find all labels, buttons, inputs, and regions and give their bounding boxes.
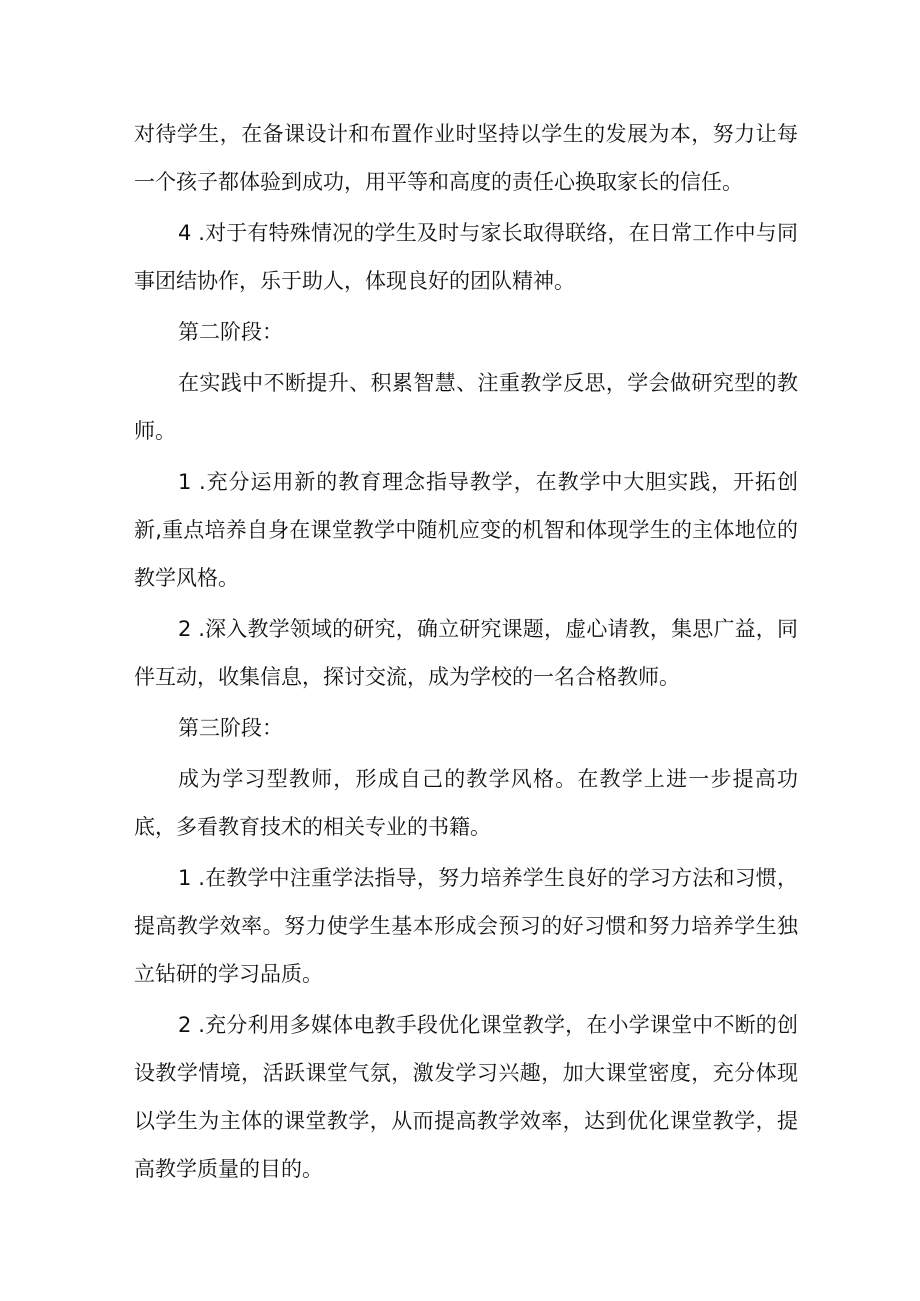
paragraph-stage-2-item-1: 1 .充分运用新的教育理念指导教学，在教学中大胆实践，开拓创新,重点培养自身在课堂教学中随机应变的机智和体现学生的主体地位的教学风格。 [134,470,798,590]
paragraph-continuation: 对待学生，在备课设计和布置作业时坚持以学生的发展为本，努力让每一个孩子都体验到成功，用平等和高度的责任心换取家长的信任。 [134,122,798,194]
paragraph-stage-3-item-1: 1 .在教学中注重学法指导，努力培养学生良好的学习方法和习惯，提高教学效率。努力使学生基本形成会预习的好习惯和努力培养学生独立钻研的学习品质。 [134,866,798,986]
paragraph-stage-2-item-2: 2 .深入教学领域的研究，确立研究课题，虚心请教，集思广益，同伴互动，收集信息，探讨交流，成为学校的一名合格教师。 [134,617,798,689]
section-heading-stage-3: 第三阶段： [178,716,283,740]
paragraph-stage-3-intro: 成为学习型教师，形成自己的教学风格。在教学上进一步提高功底，多看教育技术的相关专业的书籍。 [134,767,798,839]
document-body [134,110,798,1196]
paragraph-item-4: 4 .对于有特殊情况的学生及时与家长取得联络，在日常工作中与同事团结协作，乐于助人，体现良好的团队精神。 [134,221,798,293]
paragraph-stage-2-intro: 在实践中不断提升、积累智慧、注重教学反思，学会做研究型的教师。 [134,371,798,443]
paragraph-stage-3-item-2: 2 .充分利用多媒体电教手段优化课堂教学，在小学课堂中不断的创设教学情境，活跃课堂气氛，激发学习兴趣，加大课堂密度，充分体现以学生为主体的课堂教学，从而提高教学效率，达到优化课堂教学，提高教学质量的目的。 [134,1013,798,1181]
section-heading-stage-2: 第二阶段： [178,320,283,344]
